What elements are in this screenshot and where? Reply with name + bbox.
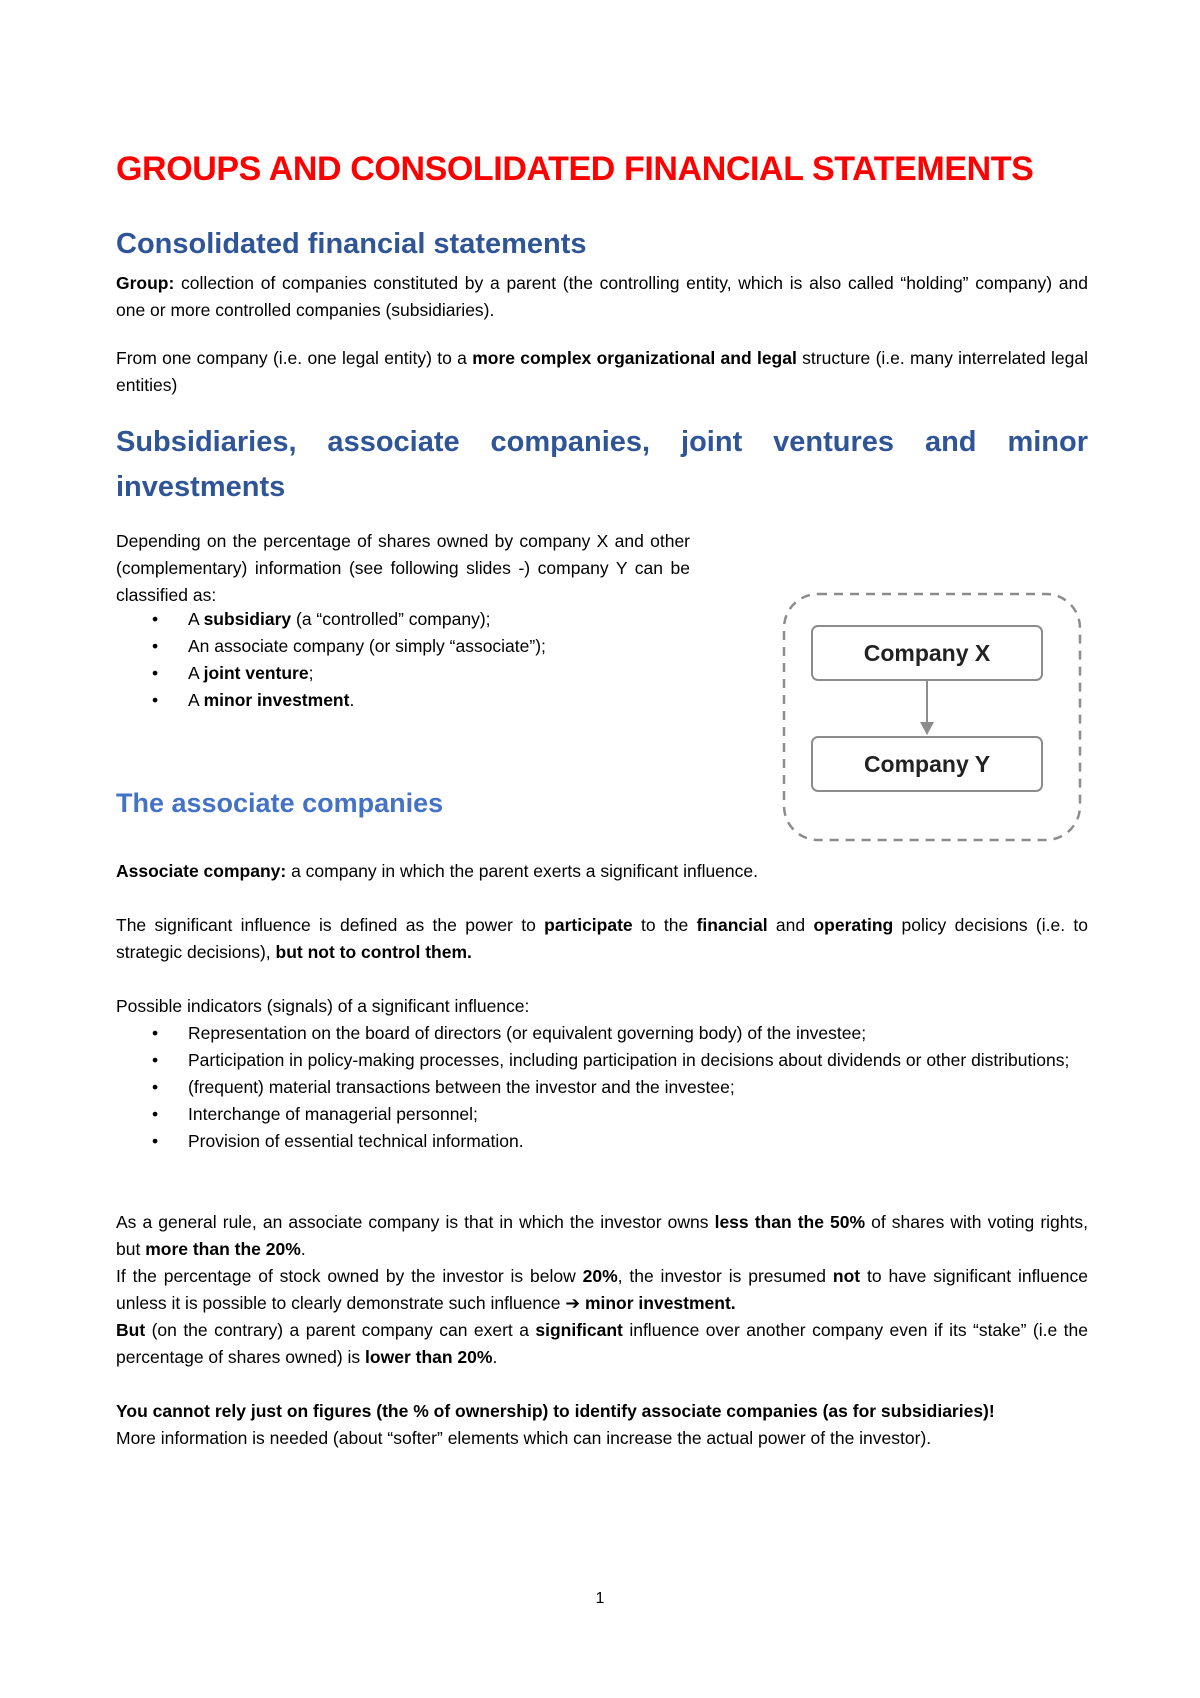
below-threshold-paragraph: If the percentage of stock owned by the investor is below 20%, the investor is presumed not to have significant influence unless it is possible to clearly demonstrate such influence ➔ minor investment.: [116, 1266, 1089, 1313]
group-definition-text: collection of companies constituted by a parent (the controlling entity, which is also called “holding” company) and one or more controlled companies (subsidiaries).: [116, 273, 1088, 320]
heading-consolidated-statements: Consolidated financial statements: [116, 228, 587, 260]
list-item: • Provision of essential technical information.: [152, 1131, 524, 1151]
group-term: Group:: [116, 273, 175, 293]
general-rule-paragraph: As a general rule, an associate company is that in which the investor owns less than the 50% of shares with voting rights, but more than the 20%.: [116, 1212, 1088, 1259]
page-number: 1: [595, 1590, 605, 1607]
warning-text: More information is needed (about “softer” elements which can increase the actual power of the investor).: [116, 1428, 932, 1448]
document-title: GROUPS AND CONSOLIDATED FINANCIAL STATEMENTS: [116, 150, 1034, 188]
text-run: From one company (i.e. one legal entity) to a: [116, 348, 473, 368]
warning-bold: You cannot rely just on figures (the % of ownership) to identify associate companies (as for subsidiaries)!: [116, 1401, 995, 1421]
list-item: • (frequent) material transactions between the investor and the investee;: [152, 1077, 735, 1097]
text-run-bold: more complex organizational and legal: [472, 348, 797, 368]
heading-associate-companies: The associate companies: [116, 788, 444, 818]
list-item: • A joint venture;: [152, 663, 314, 683]
associate-term: Associate company:: [116, 861, 287, 881]
list-item: • Participation in policy-making processes, including participation in decisions about dividends or other distributions;: [152, 1050, 1070, 1070]
complexity-paragraph: [116, 345, 1088, 399]
company-y-label: Company Y: [863, 751, 991, 777]
indicators-intro: Possible indicators (signals) of a significant influence:: [116, 996, 530, 1016]
list-item: • Interchange of managerial personnel;: [152, 1104, 478, 1124]
classification-intro: Depending on the percentage of shares owned by company X and other (complementary) information (see following slides -) company Y can be classified as:: [116, 531, 690, 605]
classification-list: [116, 606, 690, 714]
company-x-label: Company X: [863, 640, 991, 666]
company-diagram: [782, 592, 1082, 842]
associate-definition: [116, 858, 1088, 885]
list-item: • A subsidiary (a “controlled” company);: [152, 609, 491, 629]
right-arrow-icon: ➔: [565, 1293, 581, 1313]
contrary-paragraph: But (on the contrary) a parent company can exert a significant influence over another company even if its “stake” (i.e the percentage of shares owned) is lower than 20%.: [116, 1320, 1088, 1367]
list-item: • Representation on the board of directors (or equivalent governing body) of the investee;: [152, 1023, 867, 1043]
list-item: • A minor investment.: [152, 690, 355, 710]
list-item: • An associate company (or simply “associate”);: [152, 636, 546, 656]
group-definition: [116, 270, 1088, 324]
control-arrow-icon: [920, 722, 934, 735]
text-run: a company in which the parent exerts a significant influence.: [286, 861, 758, 881]
text-run: structure (i.e. many interrelated legal entities): [116, 348, 1088, 395]
warning-paragraph: [116, 1398, 1088, 1452]
heading-subsidiaries: Subsidiaries, associate companies, joint ventures and minor investments: [116, 426, 1088, 503]
significant-influence-paragraph: The significant influence is defined as the power to participate to the financial and operating policy decisions (i.e. to strategic decisions), but not to control them.: [116, 915, 1089, 962]
indicators-list: [116, 1020, 1088, 1155]
